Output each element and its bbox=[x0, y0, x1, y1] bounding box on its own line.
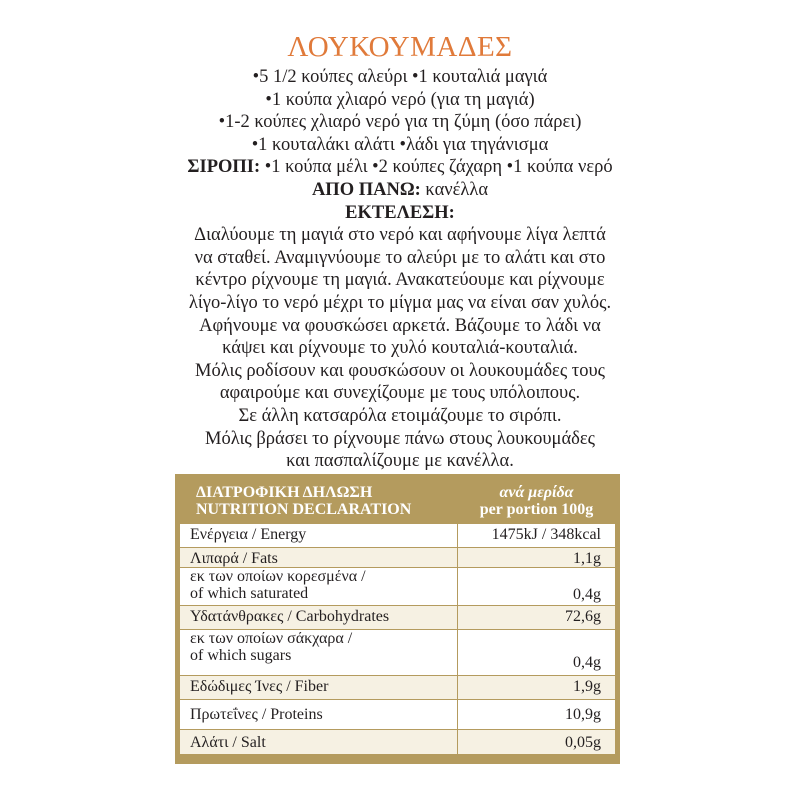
table-row-carbohydrates bbox=[180, 606, 615, 630]
method-line: κάψει και ρίχνουμε το χυλό κουταλιά-κουταλιά. bbox=[222, 338, 578, 359]
table-row-energy bbox=[180, 524, 615, 548]
nutrition-table bbox=[175, 474, 620, 764]
syrup-line bbox=[0, 156, 800, 179]
ingredient-line: •1-2 κούπες χλιαρό νερό για τη ζύμη (όσο πάρει) bbox=[218, 112, 582, 133]
ingredient-line: •1 κούπα χλιαρό νερό (για τη μαγιά) bbox=[265, 89, 535, 110]
row-label-english: of which saturated bbox=[190, 585, 309, 602]
row-label: Πρωτεΐνες / Proteins bbox=[180, 700, 458, 729]
row-label bbox=[180, 568, 458, 605]
method-line: αφαιρούμε και συνεχίζουμε με τους υπόλοιπους. bbox=[219, 383, 581, 404]
row-label bbox=[180, 630, 458, 675]
row-label-greek: εκ των οποίων κορεσμένα / bbox=[190, 568, 366, 585]
method-line: Αφήνουμε να φουσκώσει αρκετά. Βάζουμε το λάδι να bbox=[199, 315, 601, 336]
ingredient-line: •5 1/2 κούπες αλεύρι •1 κουταλιά μαγιά bbox=[252, 67, 548, 87]
nutrition-header bbox=[180, 479, 615, 524]
row-value: 0,4g bbox=[573, 654, 601, 671]
portion-english: per portion 100g bbox=[479, 501, 594, 518]
method-line: Μόλις ροδίσουν και φουσκώσουν οι λουκουμάδες τους bbox=[195, 360, 605, 381]
row-label: Υδατάνθρακες / Carbohydrates bbox=[180, 606, 458, 629]
row-value: 0,4g bbox=[573, 586, 601, 603]
recipe-section bbox=[0, 30, 800, 473]
row-label-greek: εκ των οποίων σάκχαρα / bbox=[190, 630, 353, 647]
row-label: Αλάτι / Salt bbox=[180, 730, 458, 754]
row-label-english: of which sugars bbox=[190, 647, 292, 664]
method-line: Μόλις βράσει το ρίχνουμε πάνω στους λουκουμάδες bbox=[205, 428, 595, 449]
header-greek: ΔΙΑΤΡΟΦΙΚΗ ΔΗΛΩΣΗ bbox=[196, 484, 373, 501]
row-label: Ενέργεια / Energy bbox=[180, 524, 458, 547]
topping-line bbox=[0, 179, 800, 202]
method-line: Διαλύουμε τη μαγιά στο νερό και αφήνουμε λίγα λεπτά bbox=[194, 225, 606, 246]
row-value: 72,6g bbox=[565, 608, 601, 625]
row-value: 0,05g bbox=[565, 734, 601, 751]
table-row-saturated bbox=[180, 568, 615, 606]
header-english: NUTRITION DECLARATION bbox=[196, 501, 412, 518]
topping-label: ΑΠΟ ΠΑΝΩ: bbox=[311, 179, 421, 200]
table-row-sugars bbox=[180, 630, 615, 676]
row-value: 1,1g bbox=[573, 550, 601, 567]
ingredient-line: •1 κουταλάκι αλάτι •λάδι για τηγάνισμα bbox=[251, 134, 549, 155]
row-value: 1,9g bbox=[573, 678, 601, 695]
method-line: λίγο-λίγο το νερό μέχρι το μίγμα μας να είναι σαν χυλός. bbox=[188, 292, 612, 313]
topping-text: κανέλλα bbox=[420, 179, 489, 200]
row-value: 10,9g bbox=[565, 706, 601, 723]
method-line: κέντρο ρίχνουμε τη μαγιά. Ανακατεύουμε και ρίχνουμε bbox=[195, 270, 605, 291]
syrup-label: ΣΙΡΟΠΙ: bbox=[187, 157, 261, 178]
method-line: Σε άλλη κατσαρόλα ετοιμάζουμε το σιρόπι. bbox=[238, 405, 562, 426]
method-line: και πασπαλίζουμε με κανέλλα. bbox=[286, 451, 514, 472]
table-row-fiber bbox=[180, 676, 615, 700]
method-line: να σταθεί. Αναμιγνύουμε το αλεύρι με το αλάτι και στο bbox=[194, 247, 606, 268]
portion-greek: ανά μερίδα bbox=[499, 484, 574, 501]
table-row-salt bbox=[180, 730, 615, 754]
syrup-text: •1 κούπα μέλι •2 κούπες ζάχαρη •1 κούπα νερό bbox=[260, 157, 613, 178]
nutrition-header-title bbox=[180, 479, 458, 524]
row-label: Εδώδιμες Ίνες / Fiber bbox=[180, 676, 458, 699]
row-value: 1475kJ / 348kcal bbox=[491, 526, 601, 543]
row-label: Λιπαρά / Fats bbox=[180, 548, 458, 567]
table-row-fats bbox=[180, 548, 615, 568]
recipe-title: ΛΟΥΚΟΥΜΑΔΕΣ bbox=[287, 31, 513, 63]
method-heading: ΕΚΤΕΛΕΣΗ: bbox=[345, 202, 455, 223]
nutrition-header-portion bbox=[458, 479, 615, 524]
table-row-proteins bbox=[180, 700, 615, 730]
nutrition-body bbox=[180, 524, 615, 754]
